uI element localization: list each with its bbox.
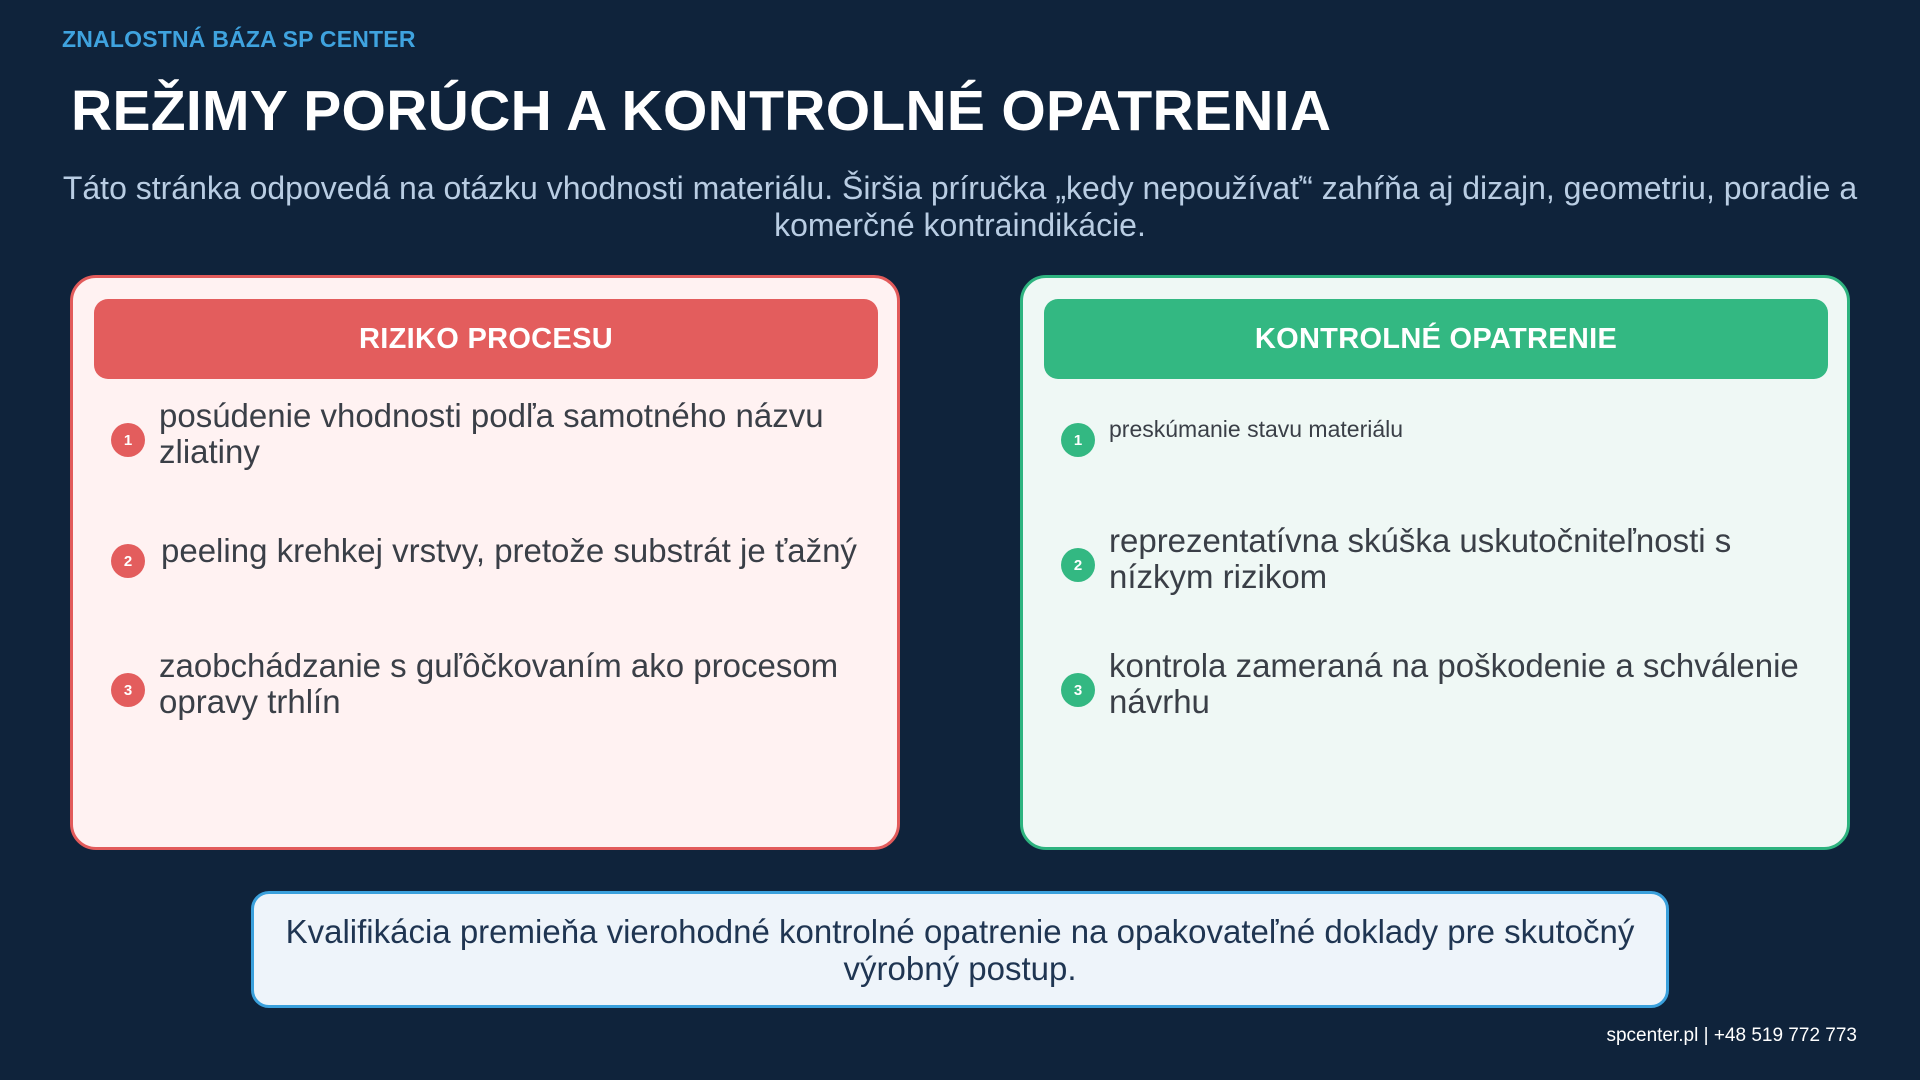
- number-badge: 1: [1061, 423, 1095, 457]
- number-badge: 3: [111, 673, 145, 707]
- page-title: REŽIMY PORÚCH A KONTROLNÉ OPATRENIA: [71, 79, 1332, 143]
- page-subtitle: Táto stránka odpovedá na otázku vhodnosti materiálu. Širšia príručka „kedy nepoužívať“ zahŕňa aj dizajn, geometriu, poradie a komerčné kontraindikácie.: [62, 170, 1858, 243]
- risk-card-header: RIZIKO PROCESU: [94, 299, 878, 379]
- number-badge: 2: [1061, 548, 1095, 582]
- number-badge: 1: [111, 423, 145, 457]
- risk-item-text: peeling krehkej vrstvy, pretože substrát je ťažný: [161, 532, 857, 569]
- kicker-label: ZNALOSTNÁ BÁZA SP CENTER: [62, 26, 416, 52]
- qualification-callout: [251, 891, 1669, 1008]
- risk-item-text: posúdenie vhodnosti podľa samotného názvu zliatiny: [159, 397, 824, 470]
- control-item-text: preskúmanie stavu materiálu: [1109, 416, 1404, 442]
- number-badge: 2: [111, 544, 145, 578]
- control-card: [1020, 275, 1850, 850]
- risk-item-text: zaobchádzanie s guľôčkovaním ako procesom opravy trhlín: [159, 647, 839, 720]
- callout-text: Kvalifikácia premieňa vierohodné kontrolné opatrenie na opakovateľné doklady pre skutočný výrobný postup.: [285, 912, 1635, 987]
- control-item-text: reprezentatívna skúška uskutočniteľnosti s nízkym rizikom: [1109, 522, 1732, 595]
- number-badge: 3: [1061, 673, 1095, 707]
- control-card-header: KONTROLNÉ OPATRENIE: [1044, 299, 1828, 379]
- footer-contact: spcenter.pl | +48 519 772 773: [1606, 1025, 1857, 1046]
- control-item-text: kontrola zameraná na poškodenie a schválenie návrhu: [1109, 647, 1799, 720]
- risk-card: [70, 275, 900, 850]
